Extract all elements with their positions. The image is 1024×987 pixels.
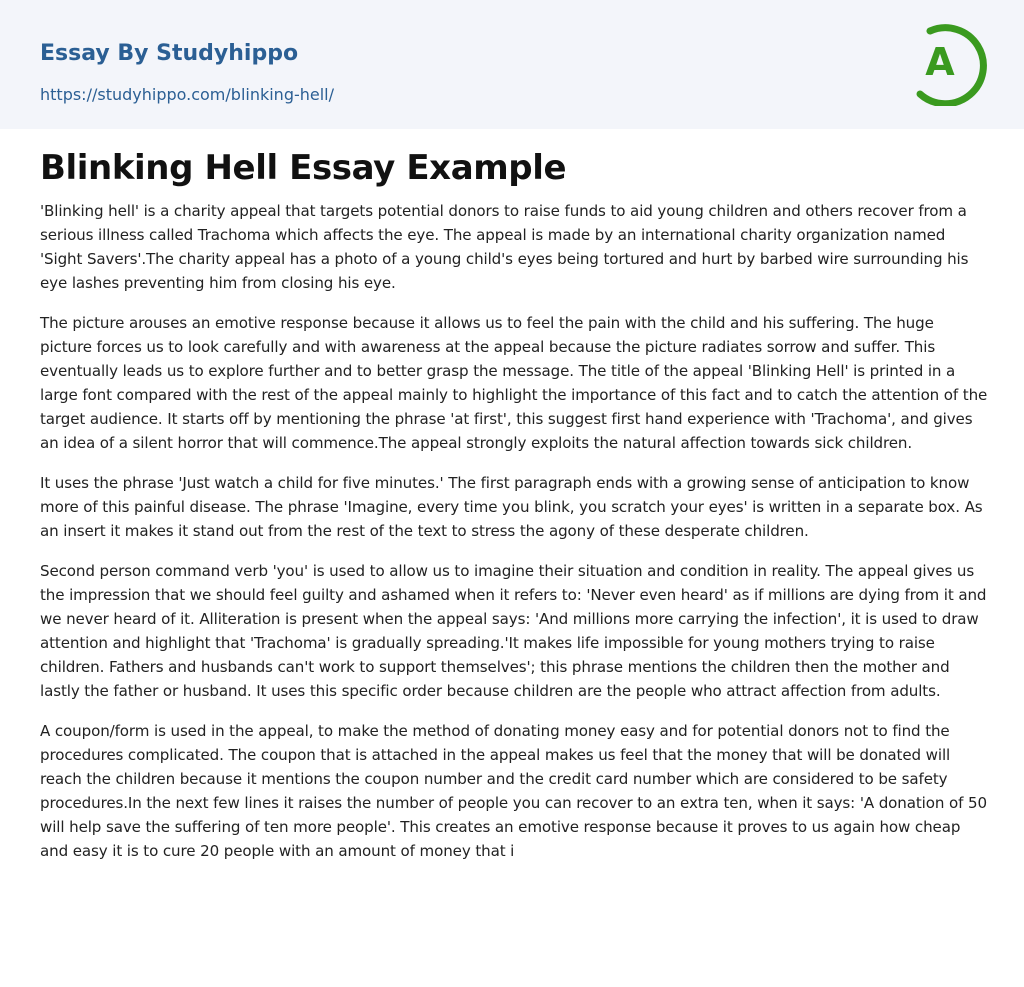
logo-letter: A: [925, 40, 955, 84]
article: [40, 145, 988, 879]
article-paragraph-1: 'Blinking hell' is a charity appeal that targets potential donors to raise funds to aid young children and others recover from a serious illness called Trachoma which affects the eye. The appeal is made by an international charity organization named 'Sight Savers'.The charity appeal has a photo of a young child's eyes being tortured and hurt by barbed wire surrounding his eye lashes preventing him from closing his eye.: [40, 202, 969, 292]
article-paragraph-5: A coupon/form is used in the appeal, to make the method of donating money easy and for potential donors not to find the procedures complicated. The coupon that is attached in the appeal makes us feel that the money that will be donated will reach the children because it mentions the coupon number and the credit card number which are considered to be safety procedures.In the next few lines it raises the number of people you can recover to an extra ten, when it says: 'A donation of 50 will help save the suffering of ten more people'. This creates an emotive response because it proves to us again how cheap and easy it is to cure 20 people with an amount of money that i: [40, 722, 987, 860]
site-header: [0, 0, 1024, 129]
brand-title[interactable]: Essay By Studyhippo: [40, 41, 299, 66]
source-url-link[interactable]: https://studyhippo.com/blinking-hell/: [40, 85, 335, 104]
article-paragraph-2: The picture arouses an emotive response because it allows us to feel the pain with the child and his suffering. The huge picture forces us to look carefully and with awareness at the appeal because the picture radiates sorrow and suffer. This eventually leads us to explore further and to better grasp the message. The title of the appeal 'Blinking Hell' is printed in a large font compared with the rest of the appeal mainly to highlight the importance of this fact and to catch the attention of the target audience. It starts off by mentioning the phrase 'at first', this suggest first hand experience with 'Trachoma', and gives an idea of a silent horror that will commence.The appeal strongly exploits the natural affection towards sick children.: [40, 314, 988, 452]
article-title: Blinking Hell Essay Example: [40, 148, 567, 188]
logo-ring-icon: [910, 18, 988, 106]
article-paragraph-4: Second person command verb 'you' is used to allow us to imagine their situation and condition in reality. The appeal gives us the impression that we should feel guilty and ashamed when it refers to: 'Never even heard' as if millions are dying from it and we never heard of it. Alliteration is present when the appeal says: 'And millions more carrying the infection', it is used to draw attention and highlight that 'Trachoma' is gradually spreading.'It makes life impossible for young mothers trying to raise children. Fathers and husbands can't work to support themselves'; this phrase mentions the children then the mother and lastly the father or husband. It uses this specific order because children are the people who attract affection from adults.: [40, 562, 987, 700]
article-paragraph-3: It uses the phrase 'Just watch a child for five minutes.' The first paragraph ends with a growing sense of anticipation to know more of this painful disease. The phrase 'Imagine, every time you blink, you scratch your eyes' is written in a separate box. As an insert it makes it stand out from the rest of the text to stress the agony of these desperate children.: [40, 474, 983, 540]
studyhippo-logo[interactable]: [910, 18, 988, 106]
